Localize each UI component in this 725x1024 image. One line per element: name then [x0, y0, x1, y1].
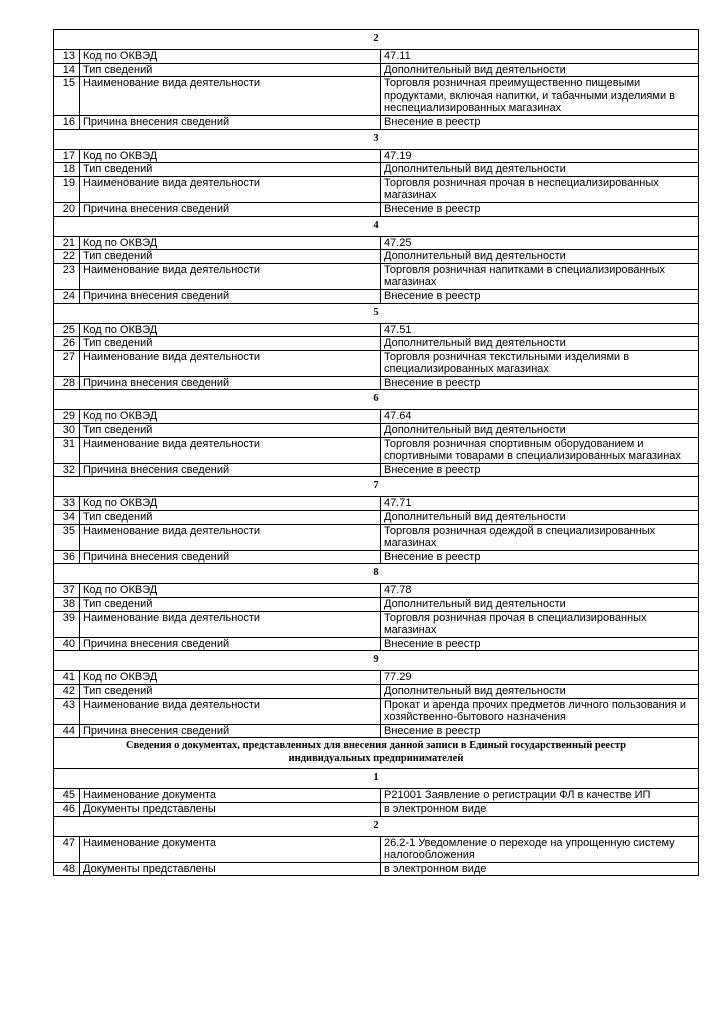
row-number: 22 [54, 250, 80, 264]
section-number: 1 [54, 769, 699, 789]
register-table-body [54, 30, 699, 876]
field-value: Р21001 Заявление о регистрации ФЛ в качестве ИП [381, 789, 699, 803]
section-header-row [54, 216, 699, 236]
field-value: Прокат и аренда прочих предметов личного пользования и хозяйственно-бытового назначения [381, 698, 699, 724]
field-label: Тип сведений [80, 511, 381, 525]
table-row [54, 802, 699, 816]
row-number: 18 [54, 163, 80, 177]
field-label: Наименование документа [80, 836, 381, 862]
row-number: 35 [54, 524, 80, 550]
table-row [54, 637, 699, 651]
field-label: Код по ОКВЭД [80, 410, 381, 424]
table-row [54, 524, 699, 550]
section-number: 9 [54, 651, 699, 671]
field-value: Торговля розничная прочая в специализированных магазинах [381, 611, 699, 637]
row-number: 32 [54, 463, 80, 477]
field-label: Код по ОКВЭД [80, 149, 381, 163]
section-header-row [54, 303, 699, 323]
table-row [54, 176, 699, 202]
field-value: Внесение в реестр [381, 550, 699, 564]
table-row [54, 77, 699, 116]
row-number: 23 [54, 263, 80, 289]
field-label: Наименование вида деятельности [80, 524, 381, 550]
field-label: Код по ОКВЭД [80, 671, 381, 685]
field-label: Код по ОКВЭД [80, 323, 381, 337]
table-row [54, 550, 699, 564]
row-number: 17 [54, 149, 80, 163]
row-number: 30 [54, 424, 80, 438]
documents-heading: Сведения о документах, представленных для внесения данной записи в Единый государственный реестр индивидуальных предпринимателей [54, 738, 699, 769]
row-number: 45 [54, 789, 80, 803]
field-label: Причина внесения сведений [80, 289, 381, 303]
table-row [54, 202, 699, 216]
row-number: 37 [54, 584, 80, 598]
field-value: 47.11 [381, 50, 699, 64]
row-number: 19 [54, 176, 80, 202]
row-number: 42 [54, 684, 80, 698]
table-row [54, 684, 699, 698]
row-number: 14 [54, 63, 80, 77]
field-label: Код по ОКВЭД [80, 50, 381, 64]
row-number: 29 [54, 410, 80, 424]
section-header-row [54, 477, 699, 497]
field-value: Дополнительный вид деятельности [381, 511, 699, 525]
row-number: 36 [54, 550, 80, 564]
row-number: 20 [54, 202, 80, 216]
field-label: Причина внесения сведений [80, 724, 381, 738]
field-value: Торговля розничная напитками в специализированных магазинах [381, 263, 699, 289]
field-label: Наименование вида деятельности [80, 263, 381, 289]
field-label: Причина внесения сведений [80, 202, 381, 216]
field-value: Дополнительный вид деятельности [381, 424, 699, 438]
table-row [54, 611, 699, 637]
section-number: 2 [54, 30, 699, 50]
field-label: Причина внесения сведений [80, 637, 381, 651]
field-label: Тип сведений [80, 598, 381, 612]
row-number: 40 [54, 637, 80, 651]
field-value: 26.2-1 Уведомление о переходе на упрощенную систему налогообложения [381, 836, 699, 862]
table-row [54, 862, 699, 876]
field-value: Торговля розничная прочая в неспециализированных магазинах [381, 176, 699, 202]
table-row [54, 437, 699, 463]
row-number: 15 [54, 77, 80, 116]
section-number: 3 [54, 129, 699, 149]
row-number: 41 [54, 671, 80, 685]
field-label: Наименование вида деятельности [80, 698, 381, 724]
field-value: 47.78 [381, 584, 699, 598]
field-value: 47.64 [381, 410, 699, 424]
row-number: 39 [54, 611, 80, 637]
field-value: Торговля розничная одеждой в специализированных магазинах [381, 524, 699, 550]
row-number: 27 [54, 350, 80, 376]
field-label: Код по ОКВЭД [80, 584, 381, 598]
field-value: Внесение в реестр [381, 463, 699, 477]
field-value: Внесение в реестр [381, 202, 699, 216]
field-value: Внесение в реестр [381, 637, 699, 651]
field-value: Внесение в реестр [381, 376, 699, 390]
field-label: Документы представлены [80, 802, 381, 816]
field-value: в электронном виде [381, 862, 699, 876]
field-label: Наименование документа [80, 789, 381, 803]
table-row [54, 410, 699, 424]
table-row [54, 463, 699, 477]
table-row [54, 511, 699, 525]
register-table [53, 29, 699, 876]
field-label: Наименование вида деятельности [80, 77, 381, 116]
field-label: Наименование вида деятельности [80, 350, 381, 376]
field-value: Дополнительный вид деятельности [381, 63, 699, 77]
field-value: Торговля розничная текстильными изделиями в специализированных магазинах [381, 350, 699, 376]
row-number: 47 [54, 836, 80, 862]
table-row [54, 149, 699, 163]
table-row [54, 836, 699, 862]
row-number: 25 [54, 323, 80, 337]
table-row [54, 789, 699, 803]
table-row [54, 424, 699, 438]
section-header-row [54, 390, 699, 410]
table-row [54, 376, 699, 390]
section-header-row [54, 651, 699, 671]
table-row [54, 63, 699, 77]
field-value: Дополнительный вид деятельности [381, 598, 699, 612]
field-value: 47.51 [381, 323, 699, 337]
field-label: Тип сведений [80, 684, 381, 698]
table-row [54, 598, 699, 612]
field-label: Тип сведений [80, 63, 381, 77]
table-row [54, 584, 699, 598]
field-label: Причина внесения сведений [80, 115, 381, 129]
section-number: 6 [54, 390, 699, 410]
table-row [54, 250, 699, 264]
table-row [54, 337, 699, 351]
field-label: Наименование вида деятельности [80, 176, 381, 202]
row-number: 31 [54, 437, 80, 463]
field-value: в электронном виде [381, 802, 699, 816]
field-label: Причина внесения сведений [80, 550, 381, 564]
table-row [54, 50, 699, 64]
row-number: 43 [54, 698, 80, 724]
table-row [54, 497, 699, 511]
field-value: Торговля розничная спортивным оборудованием и спортивными товарами в специализированных магазинах [381, 437, 699, 463]
section-header-row [54, 30, 699, 50]
row-number: 33 [54, 497, 80, 511]
field-label: Наименование вида деятельности [80, 437, 381, 463]
row-number: 46 [54, 802, 80, 816]
section-header-row [54, 129, 699, 149]
table-row [54, 236, 699, 250]
table-row [54, 698, 699, 724]
field-value: Внесение в реестр [381, 724, 699, 738]
table-row [54, 263, 699, 289]
table-row [54, 671, 699, 685]
table-row [54, 724, 699, 738]
row-number: 21 [54, 236, 80, 250]
documents-heading-row [54, 738, 699, 769]
table-row [54, 115, 699, 129]
field-value: Торговля розничная преимущественно пищевыми продуктами, включая напитки, и табачными изделиями в неспециализированных магазинах [381, 77, 699, 116]
field-label: Код по ОКВЭД [80, 236, 381, 250]
table-row [54, 163, 699, 177]
field-label: Причина внесения сведений [80, 376, 381, 390]
field-value: 47.25 [381, 236, 699, 250]
field-label: Причина внесения сведений [80, 463, 381, 477]
field-label: Код по ОКВЭД [80, 497, 381, 511]
table-row [54, 323, 699, 337]
field-value: Внесение в реестр [381, 289, 699, 303]
table-row [54, 350, 699, 376]
field-label: Тип сведений [80, 337, 381, 351]
section-number: 2 [54, 816, 699, 836]
section-number: 4 [54, 216, 699, 236]
row-number: 44 [54, 724, 80, 738]
row-number: 26 [54, 337, 80, 351]
field-value: Дополнительный вид деятельности [381, 250, 699, 264]
section-header-row [54, 564, 699, 584]
field-value: Дополнительный вид деятельности [381, 163, 699, 177]
field-value: 77.29 [381, 671, 699, 685]
section-header-row [54, 816, 699, 836]
row-number: 24 [54, 289, 80, 303]
row-number: 48 [54, 862, 80, 876]
field-label: Тип сведений [80, 250, 381, 264]
register-extract-page [53, 29, 698, 876]
section-header-row [54, 769, 699, 789]
field-label: Тип сведений [80, 424, 381, 438]
field-value: 47.19 [381, 149, 699, 163]
section-number: 7 [54, 477, 699, 497]
field-value: Внесение в реестр [381, 115, 699, 129]
table-row [54, 289, 699, 303]
section-number: 8 [54, 564, 699, 584]
row-number: 34 [54, 511, 80, 525]
field-label: Тип сведений [80, 163, 381, 177]
row-number: 38 [54, 598, 80, 612]
field-value: 47.71 [381, 497, 699, 511]
field-label: Наименование вида деятельности [80, 611, 381, 637]
row-number: 13 [54, 50, 80, 64]
section-number: 5 [54, 303, 699, 323]
row-number: 28 [54, 376, 80, 390]
row-number: 16 [54, 115, 80, 129]
field-label: Документы представлены [80, 862, 381, 876]
field-value: Дополнительный вид деятельности [381, 684, 699, 698]
field-value: Дополнительный вид деятельности [381, 337, 699, 351]
